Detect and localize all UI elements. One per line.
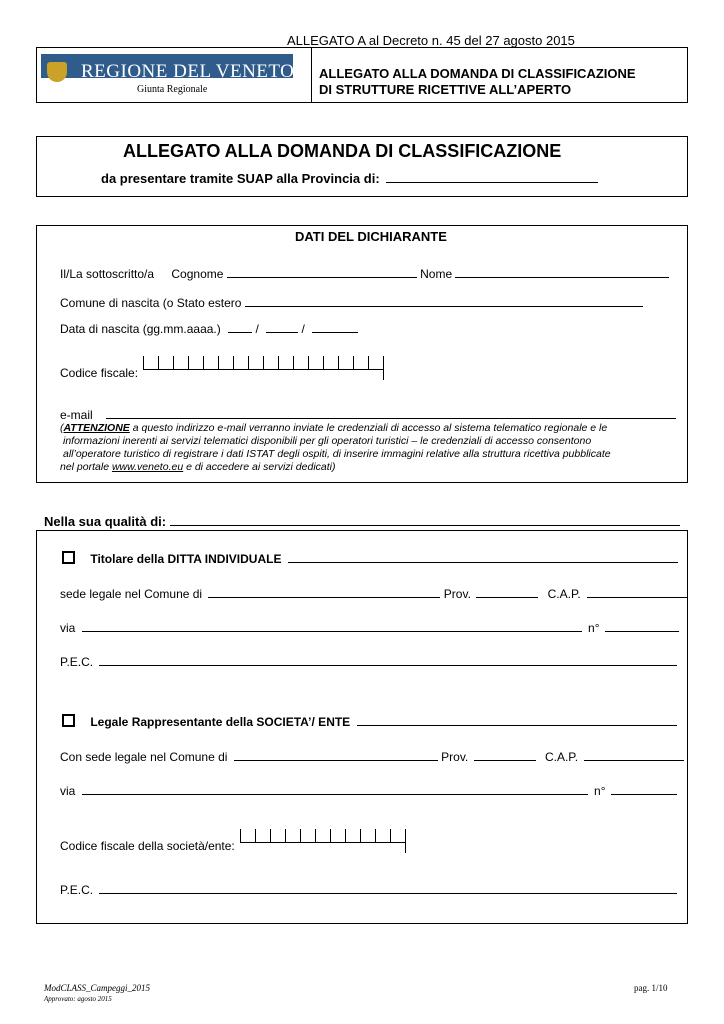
legale-checkbox[interactable] [62, 714, 75, 727]
footer-approved: Approvato: agosto 2015 [44, 995, 112, 1003]
nome-label: Nome [420, 267, 453, 281]
header-title-line1: ALLEGATO ALLA DOMANDA DI CLASSIFICAZIONE [319, 66, 636, 81]
date-slash: / [301, 322, 305, 336]
cognome-field[interactable] [227, 267, 417, 278]
sede-row-2 [60, 750, 684, 764]
titolare-row [62, 551, 678, 566]
legale-label: Legale Rappresentante della SOCIETA’/ ENTE [90, 715, 351, 729]
con-sede-label: Con sede legale nel Comune di [60, 750, 228, 764]
sottoscritto-label: Il/La sottoscritto/a [60, 267, 155, 281]
via-row-1 [60, 621, 679, 635]
qualita-row [44, 514, 680, 529]
codice-fiscale-boxes[interactable] [143, 356, 384, 380]
via-field-1[interactable] [82, 621, 582, 632]
footer-page: pag. 1/10 [634, 983, 668, 993]
cap-label: C.A.P. [544, 750, 579, 764]
cognome-label: Cognome [171, 267, 224, 281]
pec-field-2[interactable] [99, 883, 677, 894]
header-box [36, 47, 688, 103]
legale-field[interactable] [357, 715, 677, 726]
email-note: (ATTENZIONE a questo indirizzo e-mail verranno inviate le credenziali di accesso al sistema telematico regionale e le informazioni inerenti ai servizi telematici disponibili per gli operatori turistici – le credenziali di accesso consentono all’operatore turistico di registrare i dati ISTAT degli ospiti, di inserire immagini relative alla struttura ricettiva pubblicate nel portale www.veneto.eu e di accedere ai servizi dedicati) [60, 422, 611, 473]
via-label: via [60, 621, 76, 635]
birthplace-row [60, 296, 643, 310]
cf-societa-row [60, 829, 406, 853]
sede-row-1 [60, 587, 687, 601]
prov-field-1[interactable] [476, 587, 538, 598]
pec-label: P.E.C. [60, 655, 94, 669]
sede-legale-label: sede legale nel Comune di [60, 587, 203, 601]
cap-field-1[interactable] [587, 587, 687, 598]
birth-year-field[interactable] [312, 322, 358, 333]
titolare-label: Titolare della DITTA INDIVIDUALE [90, 552, 282, 566]
name-row [60, 267, 669, 281]
veneto-link[interactable]: www.veneto.eu [111, 461, 184, 473]
header-title-line2: DI STRUTTURE RICETTIVE ALL’APERTO [319, 82, 572, 97]
email-label: e-mail [60, 408, 93, 422]
titolare-field[interactable] [288, 552, 678, 563]
suap-line [101, 171, 598, 186]
codice-fiscale-label: Codice fiscale: [60, 366, 139, 380]
pec-row-1 [60, 655, 677, 669]
suap-label: da presentare tramite SUAP alla Provincia di: [101, 171, 380, 186]
pec-row-2 [60, 883, 677, 897]
giunta-regionale: Giunta Regionale [137, 84, 208, 95]
prov-label: Prov. [441, 750, 469, 764]
numero-label: n° [594, 784, 606, 798]
qualita-heading: Nella sua qualità di: [44, 514, 167, 529]
decree-reference: ALLEGATO A al Decreto n. 45 del 27 agosto 2015 [287, 33, 575, 48]
prov-label: Prov. [443, 587, 471, 601]
titolare-checkbox[interactable] [62, 551, 75, 564]
birth-day-field[interactable] [228, 322, 252, 333]
pec-field-1[interactable] [99, 655, 677, 666]
page-title: ALLEGATO ALLA DOMANDA DI CLASSIFICAZIONE [123, 141, 562, 161]
numero-label: n° [588, 621, 600, 635]
pec-label: P.E.C. [60, 883, 94, 897]
via-field-2[interactable] [82, 784, 588, 795]
cf-societa-boxes[interactable] [240, 829, 406, 853]
email-row [60, 408, 676, 422]
legale-row [62, 714, 677, 729]
footer-model: ModCLASS_Campeggi_2015 [44, 983, 151, 993]
regione-veneto-logo [41, 54, 295, 82]
cap-field-2[interactable] [584, 750, 684, 761]
nome-field[interactable] [455, 267, 669, 278]
title-box [36, 136, 688, 197]
lion-crest-icon [47, 62, 67, 82]
codice-fiscale-row [60, 356, 384, 380]
attenzione-label: ATTENZIONE [63, 422, 130, 434]
data-nascita-label: Data di nascita (gg.mm.aaaa.) [60, 322, 221, 336]
birthdate-row [60, 322, 358, 336]
numero-field-2[interactable] [611, 784, 677, 795]
comune-nascita-field[interactable] [245, 296, 643, 307]
sede-comune-field-2[interactable] [234, 750, 438, 761]
birth-month-field[interactable] [266, 322, 298, 333]
via-row-2 [60, 784, 677, 798]
prov-field-2[interactable] [474, 750, 536, 761]
email-field[interactable] [106, 408, 676, 419]
cap-label: C.A.P. [547, 587, 581, 601]
header-divider [311, 48, 312, 102]
sede-comune-field-1[interactable] [208, 587, 440, 598]
dichiarante-heading: DATI DEL DICHIARANTE [295, 229, 447, 244]
provincia-field[interactable] [386, 172, 598, 183]
comune-nascita-label: Comune di nascita (o Stato estero [60, 296, 242, 310]
logo-text: REGIONE DEL VENETO [81, 61, 295, 82]
qualita-box [36, 530, 688, 924]
numero-field-1[interactable] [605, 621, 679, 632]
date-slash: / [255, 322, 259, 336]
via-label: via [60, 784, 76, 798]
cf-societa-label: Codice fiscale della società/ente: [60, 839, 235, 853]
dichiarante-box [36, 225, 688, 483]
qualita-rule [170, 515, 680, 526]
